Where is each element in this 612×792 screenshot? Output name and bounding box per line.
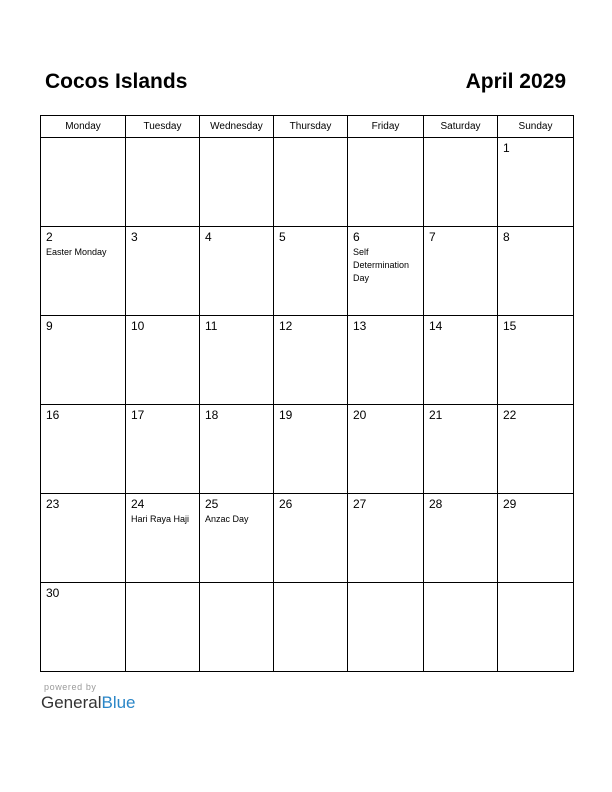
- day-cell: [41, 494, 126, 583]
- week-row: [41, 494, 574, 583]
- day-number: 17: [131, 408, 145, 422]
- day-number: 28: [429, 497, 443, 511]
- day-cell: [41, 316, 126, 405]
- day-cell: [424, 405, 498, 494]
- holiday-label: Self Determination Day: [353, 247, 410, 283]
- day-cell: [424, 316, 498, 405]
- day-number: 3: [131, 230, 138, 244]
- day-cell: [274, 494, 348, 583]
- day-cell: [200, 138, 274, 227]
- day-cell: [200, 494, 274, 583]
- day-cell: [41, 405, 126, 494]
- calendar-grid: [40, 115, 574, 672]
- week-row: [41, 138, 574, 227]
- day-number: 1: [503, 141, 510, 155]
- day-cell: [200, 405, 274, 494]
- holiday-label: Hari Raya Haji: [131, 514, 190, 524]
- month-year-title: April 2029: [465, 70, 566, 93]
- day-number: 16: [46, 408, 60, 422]
- day-cell: [126, 405, 200, 494]
- day-number: 11: [205, 319, 218, 333]
- day-number: 20: [353, 408, 367, 422]
- day-number: 6: [353, 230, 360, 244]
- day-number: 24: [131, 497, 145, 511]
- weekday-header: Friday: [348, 116, 424, 138]
- day-number: 23: [46, 497, 60, 511]
- day-cell: [126, 316, 200, 405]
- weekday-header: Monday: [41, 116, 126, 138]
- day-number: 26: [279, 497, 293, 511]
- week-row: [41, 316, 574, 405]
- day-cell: [498, 494, 574, 583]
- day-cell: [126, 138, 200, 227]
- day-cell: [348, 405, 424, 494]
- day-number: 8: [503, 230, 510, 244]
- brand-general-text: General: [41, 693, 102, 712]
- day-cell: [274, 316, 348, 405]
- day-cell: [126, 583, 200, 672]
- week-row: [41, 405, 574, 494]
- holiday-label: Easter Monday: [46, 247, 107, 257]
- day-cell: [498, 583, 574, 672]
- weekday-header: Thursday: [274, 116, 348, 138]
- day-cell: [274, 227, 348, 316]
- day-number: 29: [503, 497, 517, 511]
- day-number: 27: [353, 497, 367, 511]
- day-cell: [498, 316, 574, 405]
- day-cell: [200, 227, 274, 316]
- day-number: 21: [429, 408, 443, 422]
- day-cell: [200, 316, 274, 405]
- weekday-header: Wednesday: [200, 116, 274, 138]
- day-cell: [41, 138, 126, 227]
- day-number: 19: [279, 408, 293, 422]
- day-cell: [348, 138, 424, 227]
- generalblue-logo[interactable]: [41, 693, 136, 713]
- day-cell: [498, 138, 574, 227]
- day-cell: [424, 227, 498, 316]
- weekday-header: Saturday: [424, 116, 498, 138]
- holiday-label: Anzac Day: [205, 514, 249, 524]
- day-number: 9: [46, 319, 53, 333]
- weekday-header: Tuesday: [126, 116, 200, 138]
- day-cell: [348, 494, 424, 583]
- day-number: 5: [279, 230, 286, 244]
- week-row: [41, 227, 574, 316]
- weekday-header-row: [41, 116, 574, 138]
- day-number: 22: [503, 408, 517, 422]
- day-number: 7: [429, 230, 436, 244]
- day-cell: [424, 583, 498, 672]
- day-number: 10: [131, 319, 145, 333]
- day-cell: [41, 583, 126, 672]
- day-cell: [348, 583, 424, 672]
- day-number: 15: [503, 319, 517, 333]
- weekday-header: Sunday: [498, 116, 574, 138]
- day-number: 12: [279, 319, 293, 333]
- day-cell: [274, 583, 348, 672]
- day-cell: [126, 494, 200, 583]
- day-number: 25: [205, 497, 219, 511]
- day-number: 30: [46, 586, 60, 600]
- day-cell: [200, 583, 274, 672]
- day-cell: [41, 227, 126, 316]
- day-cell: [274, 138, 348, 227]
- day-number: 2: [46, 230, 53, 244]
- day-cell: [424, 494, 498, 583]
- country-title: Cocos Islands: [45, 70, 188, 93]
- day-cell: [274, 405, 348, 494]
- day-number: 13: [353, 319, 367, 333]
- day-number: 4: [205, 230, 212, 244]
- day-cell: [126, 227, 200, 316]
- powered-by-label: powered by: [44, 682, 97, 692]
- day-cell: [498, 227, 574, 316]
- day-cell: [348, 227, 424, 316]
- day-cell: [348, 316, 424, 405]
- week-row: [41, 583, 574, 672]
- day-number: 14: [429, 319, 443, 333]
- day-cell: [498, 405, 574, 494]
- day-number: 18: [205, 408, 219, 422]
- day-cell: [424, 138, 498, 227]
- brand-blue-text: Blue: [101, 693, 136, 712]
